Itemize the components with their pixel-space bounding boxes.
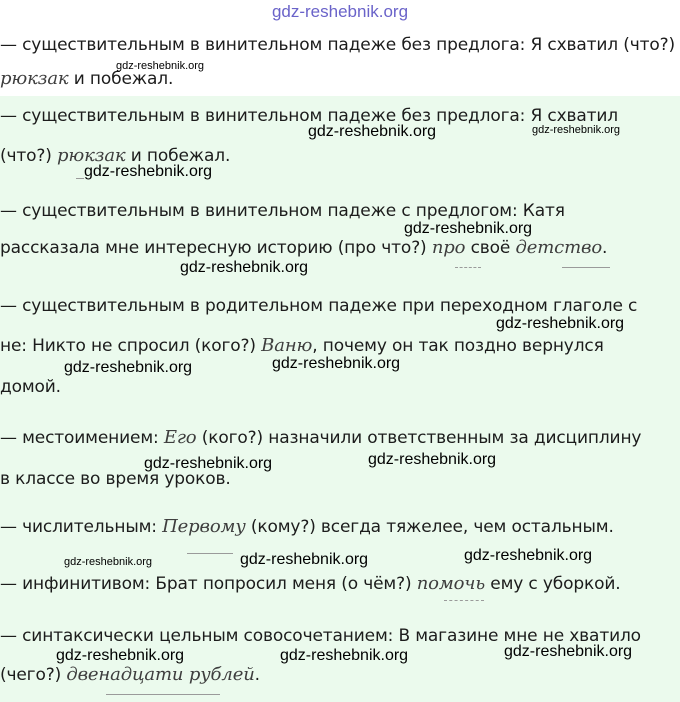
- text-line: [0, 237, 607, 258]
- underline-mark: [187, 553, 233, 554]
- underline-mark: [106, 694, 220, 695]
- italic-word: рюкзак: [0, 68, 69, 89]
- watermark: gdz-reshebnik.org: [84, 163, 213, 180]
- watermark: gdz-reshebnik.org: [116, 60, 205, 72]
- answer-highlight-band: [0, 96, 680, 702]
- text-run: — синтаксически цельным совосочетанием: В магазине мне не хватило: [0, 626, 641, 646]
- underline-mark: [76, 178, 84, 179]
- text-run: .: [254, 665, 260, 685]
- italic-word: Первому: [162, 516, 246, 537]
- watermark: gdz-reshebnik.org: [272, 355, 401, 372]
- text-run: своё: [465, 238, 516, 258]
- text-line: [0, 201, 565, 221]
- watermark: gdz-reshebnik.org: [532, 124, 621, 136]
- underline-mark: [455, 267, 481, 268]
- text-run: домой.: [0, 377, 61, 397]
- text-run: , почему он так поздно вернулся: [312, 336, 604, 356]
- watermark-top: gdz-reshebnik.org: [271, 2, 409, 21]
- watermark: gdz-reshebnik.org: [144, 455, 273, 472]
- watermark: gdz-reshebnik.org: [504, 643, 633, 660]
- text-line: [0, 335, 604, 356]
- text-run: — существительным в винительном падеже без предлога: Я схватил: [0, 106, 619, 126]
- text-line: [0, 516, 614, 537]
- watermark: gdz-reshebnik.org: [56, 647, 185, 664]
- watermark: gdz-reshebnik.org: [64, 359, 193, 376]
- text-run: и побежал.: [125, 146, 231, 166]
- underline-mark: [444, 600, 484, 601]
- italic-word: двенадцати рублей: [66, 664, 255, 685]
- text-run: (кому?) всегда тяжелее, чем остальным.: [245, 517, 614, 537]
- italic-word: детство: [515, 237, 603, 258]
- watermark: gdz-reshebnik.org: [368, 451, 497, 468]
- text-run: не: Никто не спросил (кого?): [0, 336, 262, 356]
- text-line: [0, 377, 61, 397]
- text-run: (кого?) назначили ответственным за дисциплину: [196, 428, 642, 448]
- text-run: (что?): [0, 146, 57, 166]
- watermark: gdz-reshebnik.org: [496, 315, 625, 332]
- text-line: [0, 35, 675, 55]
- text-run: — существительным в винительном падеже с предлогом: Катя: [0, 201, 565, 221]
- italic-word: Ваню: [261, 335, 313, 356]
- text-line: [0, 296, 637, 316]
- text-run: — местоимением:: [0, 428, 164, 448]
- underline-mark: [562, 267, 610, 268]
- watermark: gdz-reshebnik.org: [464, 547, 593, 564]
- text-run: ему с уборкой.: [485, 574, 621, 594]
- text-run: — инфинитивом: Брат попросил меня (о чём?): [0, 574, 417, 594]
- watermark: gdz-reshebnik.org: [404, 220, 533, 237]
- watermark: gdz-reshebnik.org: [240, 551, 369, 568]
- text-line: [0, 427, 641, 448]
- text-run: рассказала мне интересную историю (про что?): [0, 238, 432, 258]
- watermark: gdz-reshebnik.org: [64, 556, 153, 568]
- text-run: — существительным в родительном падеже при переходном глаголе с: [0, 296, 638, 316]
- text-run: — существительным в винительном падеже без предлога: Я схватил (что?): [0, 35, 675, 55]
- text-run: (чего?): [0, 665, 67, 685]
- text-line: [0, 573, 621, 594]
- text-run: .: [602, 238, 608, 258]
- italic-word: рюкзак: [57, 145, 126, 166]
- watermark: gdz-reshebnik.org: [308, 123, 437, 140]
- text-run: в классе во время уроков.: [0, 469, 231, 489]
- text-run: — числительным:: [0, 517, 163, 537]
- watermark: gdz-reshebnik.org: [180, 259, 309, 276]
- watermark: gdz-reshebnik.org: [280, 647, 409, 664]
- text-line: [0, 664, 260, 685]
- italic-word: Его: [163, 427, 197, 448]
- text-run: и побежал.: [68, 69, 174, 89]
- italic-word: помочь: [416, 573, 486, 594]
- italic-word: про: [431, 237, 466, 258]
